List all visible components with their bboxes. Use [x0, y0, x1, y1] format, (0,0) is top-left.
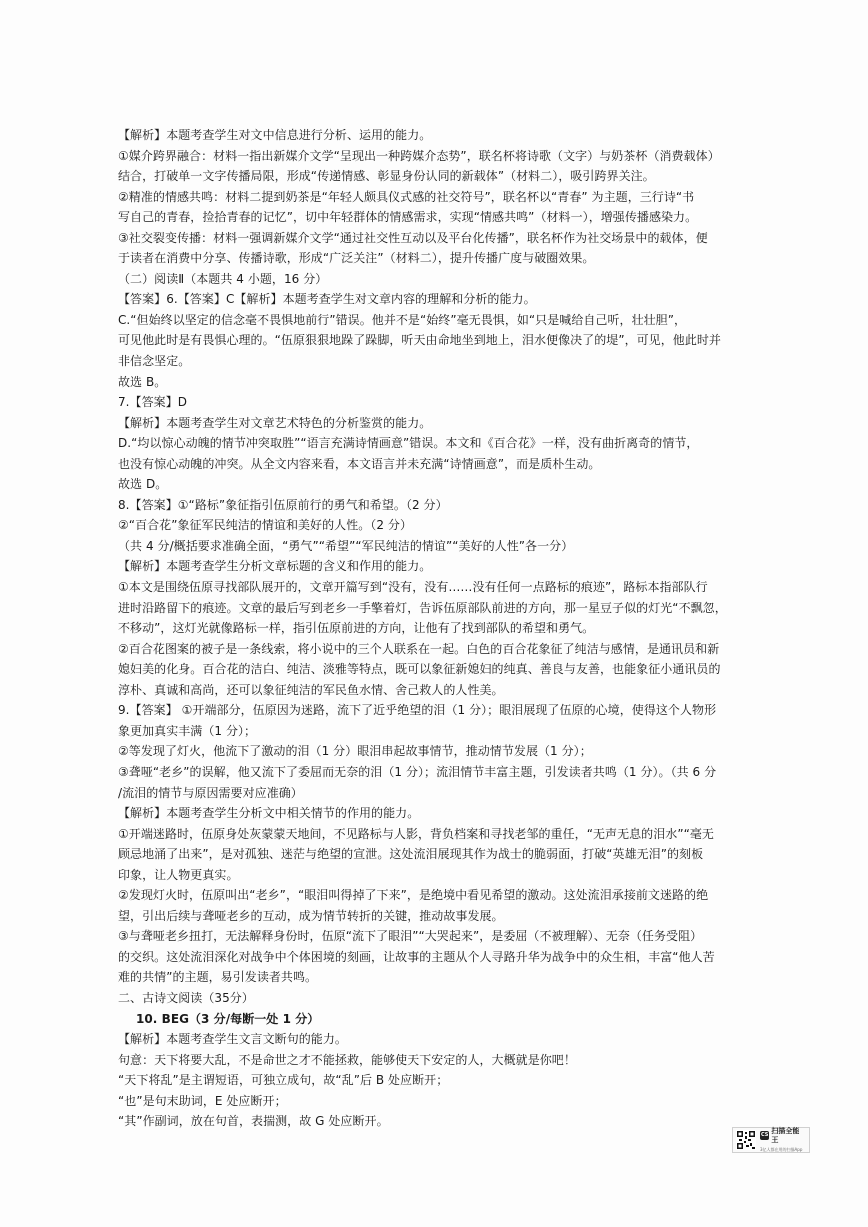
text-line: 【解析】本题考查学生对文中信息进行分析、运用的能力。	[118, 128, 432, 142]
scanner-watermark	[732, 1127, 810, 1153]
text-line: 结合，打破单一文字传播局限，形成“传递情感、彰显身份认同的新载体”（材料二），吸引跨界关注。	[118, 169, 655, 184]
text-line: （共 4 分/概括要求准确全面，“勇气”“希望”“军民纯洁的情谊”“美好的人性”各一分）	[118, 538, 574, 553]
text-line: 8.【答案】①“路标”象征指引伍原前行的勇气和希望。（2 分）	[118, 497, 448, 512]
section-subheading: （二）阅读Ⅱ（本题共 4 小题，16 分）	[118, 271, 328, 286]
watermark-slogan: 3亿人都在用的扫描App	[760, 1146, 803, 1152]
text-line: ①媒介跨界融合：材料一指出新媒介文学“呈现出一种跨媒介态势”，联名杯将诗歌（文字）与奶茶杯（消费载体）	[118, 148, 720, 163]
section-heading: 10. BEG（3 分/每断一处 1 分）	[136, 1011, 320, 1026]
text-line: 淳朴、真诚和高尚，还可以象征纯洁的军民鱼水情、舍己救人的人性美。	[118, 682, 504, 697]
watermark-text	[760, 1127, 806, 1154]
text-line: ②精准的情感共鸣：材料二提到奶茶是“年轻人颇具仪式感的社交符号”，联名杯以“青春” 为主题，三行诗“书	[118, 189, 695, 204]
text-line: “其”作副词，放在句首，表揣测，故 G 处应断开。	[118, 1114, 389, 1129]
text-line: ①开端迷路时，伍原身处灰蒙蒙天地间，不见路标与人影，背负档案和寻找老邹的重任，“无声无息的泪水”“毫无	[118, 826, 714, 841]
text-line: 【解析】本题考查学生分析文中相关情节的作用的能力。	[118, 806, 420, 821]
text-line: 故选 D。	[118, 477, 168, 492]
text-line: “也”是句末助词，E 处应断开；	[118, 1093, 287, 1108]
text-line: 【答案】6.【答案】C【解析】本题考查学生对文章内容的理解和分析的能力。	[118, 292, 536, 307]
text-line: “天下将乱”是主谓短语，可独立成句，故“乱”后 B 处应断开；	[118, 1073, 449, 1088]
watermark-brand-name: 扫描全能王	[771, 1126, 800, 1144]
text-line: ③聋哑“老乡”的误解，他又流下了委屈而无奈的泪（1 分）；流泪情节丰富主题，引发读者共鸣（1 分）。（共 6 分	[118, 764, 717, 779]
answer-text-body	[118, 125, 768, 1152]
text-line: 非信念坚定。	[118, 354, 191, 369]
text-line: 写自己的青春，捡拾青春的记忆”，切中年轻群体的情感需求，实现“情感共鸣”（材料一），增强传播感染力。	[118, 210, 698, 225]
text-line: 【解析】本题考查学生文言文断句的能力。	[118, 1032, 347, 1047]
text-line: 进时沿路留下的痕迹。文章的最后写到老乡一手擎着灯，告诉伍原部队前进的方向，那一星豆子似的灯光“不飘忽，	[118, 600, 727, 615]
text-line: 也没有惊心动魄的冲突。从全文内容来看，本文语言并未充满“诗情画意”，而是质朴生动。	[118, 456, 601, 471]
text-line: 的交织。这处流泪深化对战争中个体困境的刻画，让故事的主题从个人寻路升华为战争中的众生相，丰富“他人苦	[118, 949, 715, 964]
qr-code-icon	[736, 1130, 756, 1150]
text-line: 难的共情”的主题，易引发读者共鸣。	[118, 970, 318, 985]
text-line: ②等发现了灯火，他流下了激动的泪（1 分）眼泪串起故事情节，推动情节发展（1 分）；	[118, 744, 592, 759]
text-line: D.“均以惊心动魄的情节冲突取胜”“语言充满诗情画意”错误。本文和《百合花》一样，没有曲折离奇的情节，	[118, 436, 699, 451]
text-line: 二、古诗文阅读（35分）	[118, 990, 254, 1005]
text-line: 不移动”，这灯光就像路标一样，指引伍原前进的方向，让他有了找到部队的希望和勇气。	[118, 621, 595, 636]
text-line: ③与聋哑老乡扭打，无法解释身份时，伍原“流下了眼泪”“大哭起来”，是委屈（不被理解）、无奈（任务受阻）	[118, 929, 703, 944]
text-line: 于读者在消费中分享、传播诗歌，形成“广泛关注”（材料二），提升传播广度与破圈效果。	[118, 251, 595, 266]
text-line: 望，引出后续与聋哑老乡的互动，成为情节转折的关键，推动故事发展。	[118, 908, 504, 923]
text-line: C.“但始终以坚定的信念毫不畏惧地前行”错误。他并不是“始终”毫无畏惧，如“只是喊给自己听，壮壮胆”，	[118, 312, 687, 327]
text-line: 【解析】本题考查学生分析文章标题的含义和作用的能力。	[118, 559, 432, 574]
text-line: 句意：天下将要大乱，不是命世之才不能拯救，能够使天下安定的人，大概就是你吧！	[118, 1052, 576, 1067]
text-line: ②百合花图案的被子是一条线索，将小说中的三个人联系在一起。白色的百合花象征了纯洁与感情，是通讯员和新	[118, 641, 720, 656]
text-line	[118, 1132, 768, 1153]
text-line: 【解析】本题考查学生对文章艺术特色的分析鉴赏的能力。	[118, 415, 432, 430]
camscanner-logo-icon: CS	[761, 1132, 769, 1138]
text-line: /流泪的情节与原因需要对应准确）	[118, 785, 303, 800]
text-line: 媳妇美的化身。百合花的洁白、纯洁、淡雅等特点，既可以象征新媳妇的纯真、善良与友善，也能象征小通讯员的	[118, 662, 721, 677]
text-line: ②“百合花”象征军民纯洁的情谊和美好的人性。（2 分）	[118, 518, 412, 533]
text-line: 顾忌地涌了出来”，是对孤独、迷茫与绝望的宣泄。这处流泪展现其作为战士的脆弱面，打破“英雄无泪”的刻板	[118, 847, 704, 862]
text-line: 象更加真实丰满（1 分）；	[118, 723, 257, 738]
watermark-brand	[760, 1127, 806, 1145]
text-line: ①本文是围绕伍原寻找部队展开的，文章开篇写到“没有，没有……没有任何一点路标的痕迹”，路标本指部队行	[118, 580, 708, 595]
text-line: ②发现灯火时，伍原叫出“老乡”，“眼泪叫得掉了下来”，是绝境中看见希望的激动。这处流泪承接前文迷路的绝	[118, 888, 709, 903]
text-line: 9.【答案】 ①开端部分，伍原因为迷路，流下了近乎绝望的泪（1 分）；眼泪展现了伍原的心境，使得这个人物形	[118, 703, 717, 718]
text-line: 7.【答案】D	[118, 395, 188, 410]
text-line: 印象，让人物更真实。	[118, 867, 239, 882]
text-line: 可见他此时是有畏惧心理的。“伍原狠狠地跺了跺脚，听天由命地坐到地上，泪水便像决了的堤”，可见，他此时并	[118, 333, 721, 348]
text-line: 故选 B。	[118, 374, 167, 389]
text-line: ③社交裂变传播：材料一强调新媒介文学“通过社交性互动以及平台化传播”，联名杯作为社交场景中的载体，便	[118, 230, 708, 245]
